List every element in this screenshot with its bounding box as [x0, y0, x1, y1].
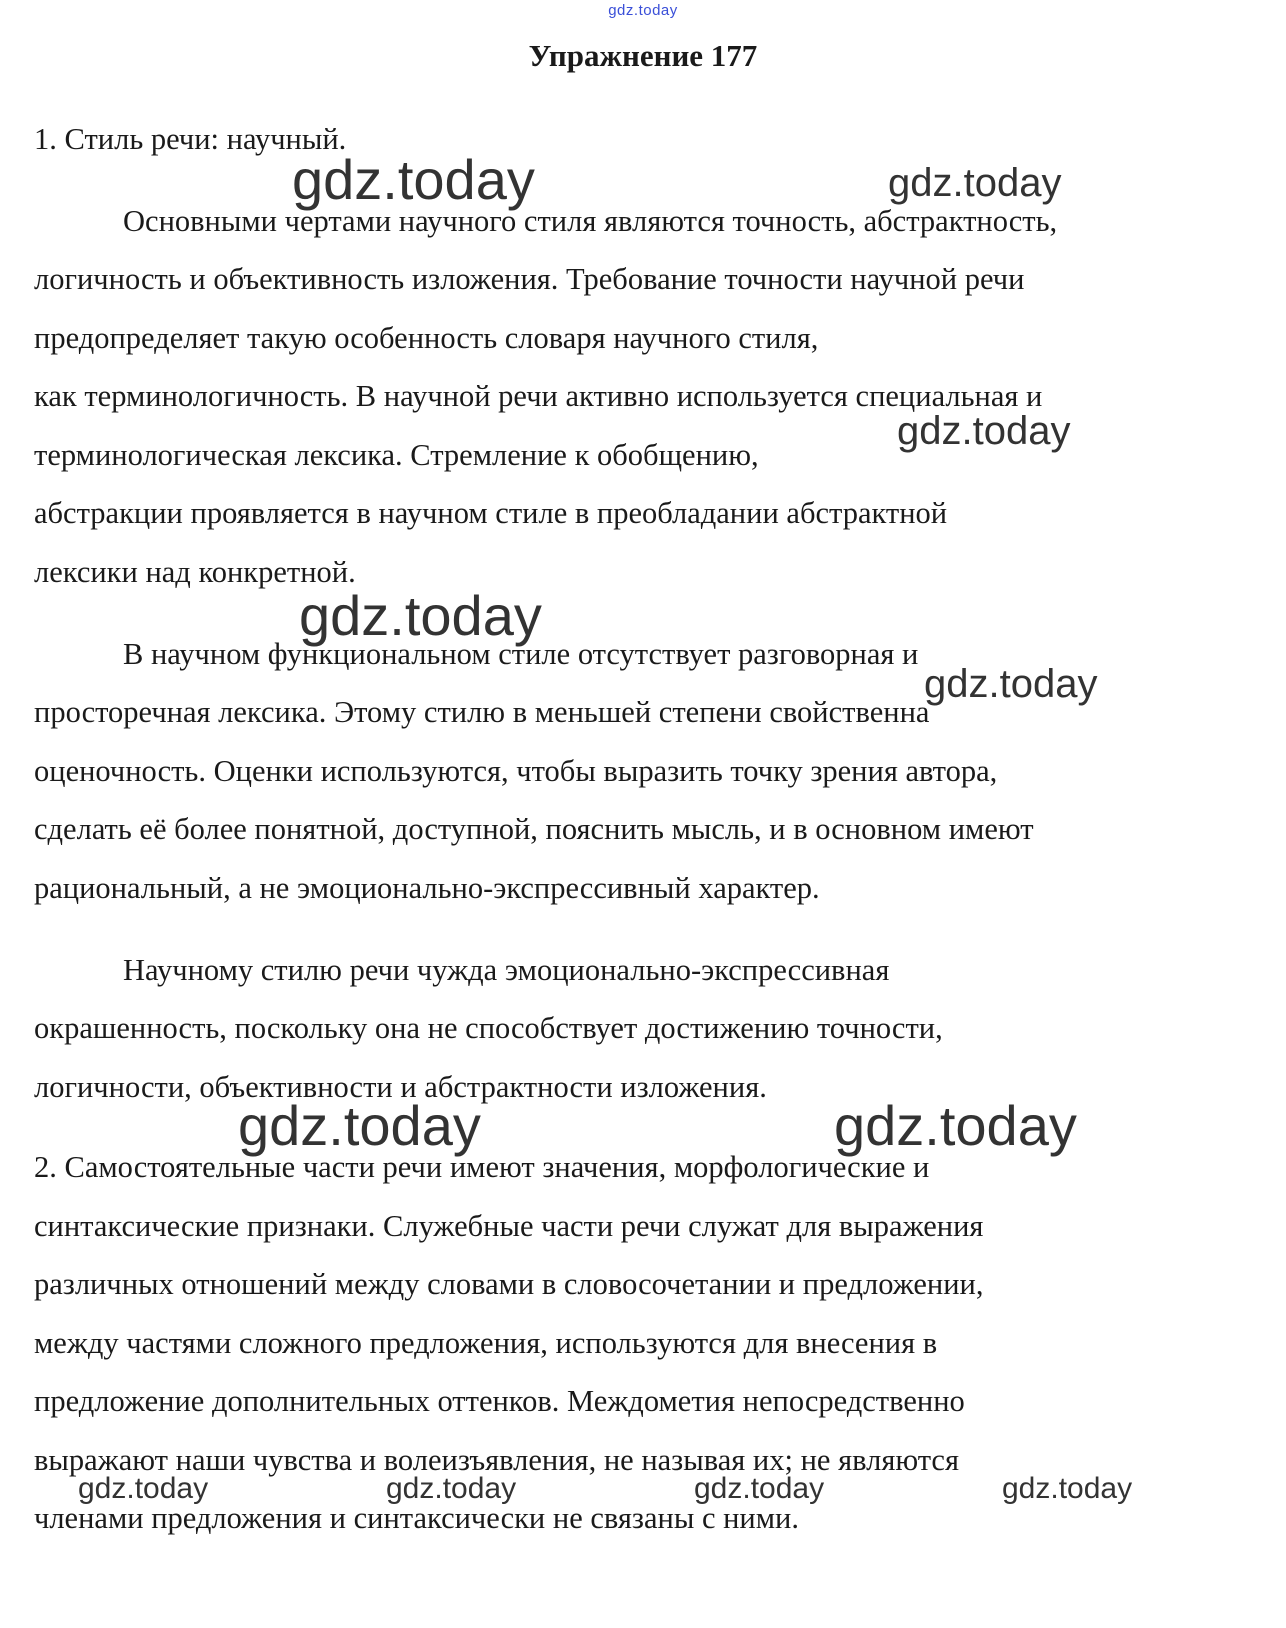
- page-title: Упражнение 177: [528, 38, 758, 73]
- text-line: В научном функциональном стиле отсутствует разговорная и: [123, 637, 919, 671]
- text-line: членами предложения и синтаксически не связаны с ними.: [34, 1501, 800, 1535]
- text-line: выражают наши чувства и волеизъявления, не называя их; не являются: [34, 1443, 959, 1477]
- text-line: предложение дополнительных оттенков. Междометия непосредственно: [34, 1384, 965, 1418]
- watermark: gdz.today: [1002, 1472, 1133, 1505]
- watermark: gdz.today: [888, 161, 1062, 205]
- text-line: как терминологичность. В научной речи активно используется специальная и: [34, 379, 1043, 413]
- watermark: gdz.today: [78, 1472, 209, 1505]
- text-line: абстракции проявляется в научном стиле в преобладании абстрактной: [34, 496, 948, 530]
- text-line: синтаксические признаки. Служебные части речи служат для выражения: [34, 1209, 984, 1243]
- text-line: логичности, объективности и абстрактности изложения.: [34, 1070, 767, 1104]
- text-line: сделать её более понятной, доступной, пояснить мысль, и в основном имеют: [34, 812, 1034, 846]
- text-line: Основными чертами научного стиля являются точность, абстрактность,: [123, 204, 1058, 238]
- watermark: gdz.today: [834, 1094, 1077, 1157]
- text-line: терминологическая лексика. Стремление к обобщению,: [34, 438, 759, 472]
- text-line: рациональный, а не эмоционально-экспрессивный характер.: [34, 871, 820, 905]
- text-line: предопределяет такую особенность словаря научного стиля,: [34, 321, 819, 355]
- text-line: окрашенность, поскольку она не способствует достижению точности,: [34, 1011, 943, 1045]
- text-line: логичность и объективность изложения. Требование точности научной речи: [34, 262, 1025, 296]
- text-line: просторечная лексика. Этому стилю в меньшей степени свойственна: [34, 695, 930, 729]
- text-line: между частями сложного предложения, используются для внесения в: [34, 1326, 938, 1360]
- watermark: gdz.today: [897, 409, 1071, 453]
- watermark: gdz.today: [292, 148, 535, 211]
- watermark: gdz.today: [386, 1472, 517, 1505]
- text-line: лексики над конкретной.: [34, 555, 356, 589]
- site-watermark-top: gdz.today: [608, 2, 678, 19]
- watermark: gdz.today: [694, 1472, 825, 1505]
- text-line: оценочность. Оценки используются, чтобы выразить точку зрения автора,: [34, 754, 998, 788]
- text-line: Научному стилю речи чужда эмоционально-экспрессивная: [123, 953, 890, 987]
- watermark: gdz.today: [238, 1094, 481, 1157]
- watermark: gdz.today: [299, 584, 542, 647]
- text-line: 2. Самостоятельные части речи имеют значения, морфологические и: [34, 1150, 930, 1184]
- text-line: различных отношений между словами в словосочетании и предложении,: [34, 1267, 984, 1301]
- text-line: 1. Стиль речи: научный.: [34, 122, 347, 156]
- watermark: gdz.today: [924, 662, 1098, 706]
